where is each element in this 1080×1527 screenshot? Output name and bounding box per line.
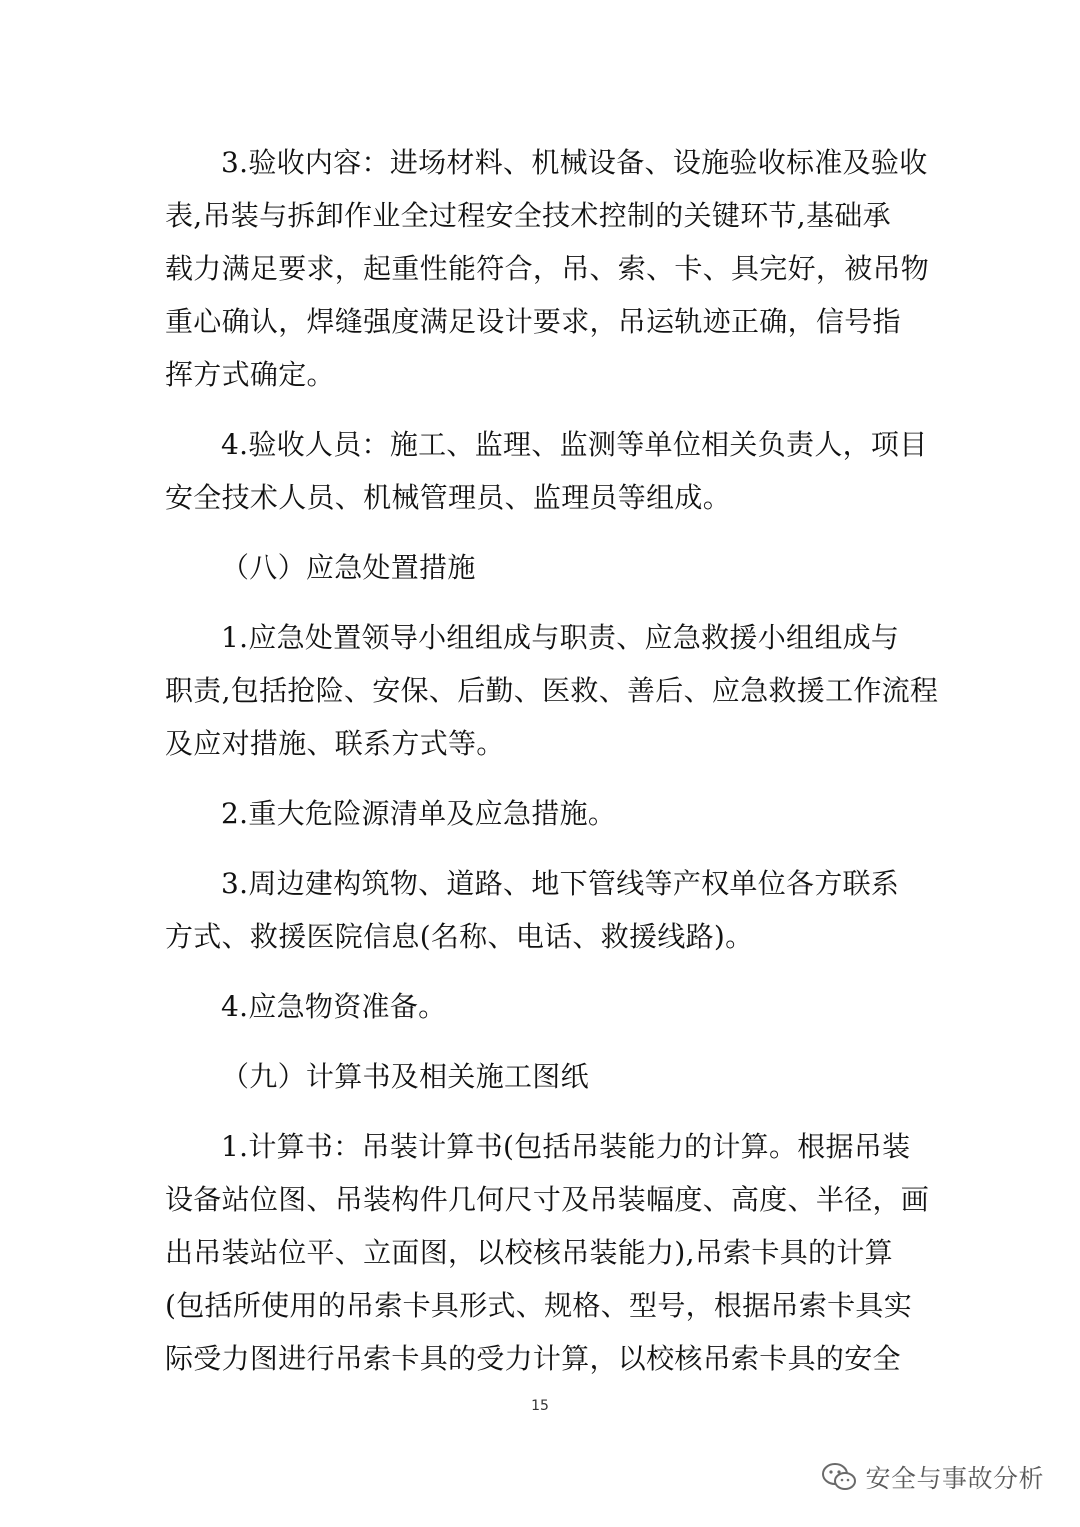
paragraph-acceptance-content — [165, 136, 930, 401]
text-line: 4.应急物资准备。 — [221, 990, 447, 1023]
text-line: 表,吊装与拆卸作业全过程安全技术控制的关键环节,基础承 — [165, 199, 891, 232]
section-heading-emergency — [165, 541, 907, 594]
page-number: 15 — [531, 1398, 549, 1414]
text-line: 4.验收人员：施工、监理、监测等单位相关负责人，项目 — [221, 428, 928, 461]
text-line: 3.验收内容：进场材料、机械设备、设施验收标准及验收 — [221, 146, 928, 179]
text-line: 际受力图进行吊索卡具的受力计算，以校核吊索卡具的安全 — [165, 1342, 901, 1375]
heading-text: （八）应急处置措施 — [221, 551, 476, 584]
paragraph-emergency-team — [165, 611, 939, 770]
text-line: 设备站位图、吊装构件几何尺寸及吊装幅度、高度、半径，画 — [165, 1183, 930, 1216]
paragraph-contacts — [165, 857, 907, 963]
paragraph-acceptance-personnel — [165, 418, 928, 524]
text-line: 方式、救援医院信息(名称、电话、救援线路)。 — [165, 920, 754, 953]
text-line: 安全技术人员、机械管理员、监理员等组成。 — [165, 481, 732, 514]
text-line: 3.周边建构筑物、道路、地下管线等产权单位各方联系 — [221, 867, 900, 900]
page-body — [165, 136, 939, 1385]
text-line: 重心确认，焊缝强度满足设计要求，吊运轨迹正确，信号指 — [165, 305, 901, 338]
heading-text: （九）计算书及相关施工图纸 — [221, 1060, 589, 1093]
wechat-icon — [821, 1462, 857, 1492]
watermark-text: 安全与事故分析 — [865, 1464, 1044, 1493]
text-line: 载力满足要求，起重性能符合，吊、索、卡、具完好，被吊物 — [165, 252, 930, 285]
text-line: 职责,包括抢险、安保、后勤、医救、善后、应急救援工作流程 — [165, 674, 939, 707]
section-heading-calculations — [165, 1050, 907, 1103]
text-line: 1.计算书：吊装计算书(包括吊装能力的计算。根据吊装 — [221, 1130, 911, 1163]
watermark — [821, 1459, 1044, 1495]
paragraph-calculation-book — [165, 1120, 930, 1385]
text-line: 2.重大危险源清单及应急措施。 — [221, 797, 617, 830]
text-line: 1.应急处置领导小组组成与职责、应急救援小组组成与 — [221, 621, 900, 654]
paragraph-supplies — [165, 980, 907, 1033]
text-line: 出吊装站位平、立面图，以校核吊装能力),吊索卡具的计算 — [165, 1236, 893, 1269]
text-line: 挥方式确定。 — [165, 358, 335, 391]
text-line: 及应对措施、联系方式等。 — [165, 727, 505, 760]
text-line: (包括所使用的吊索卡具形式、规格、型号，根据吊索卡具实 — [165, 1289, 913, 1322]
paragraph-hazard-list — [165, 787, 907, 840]
